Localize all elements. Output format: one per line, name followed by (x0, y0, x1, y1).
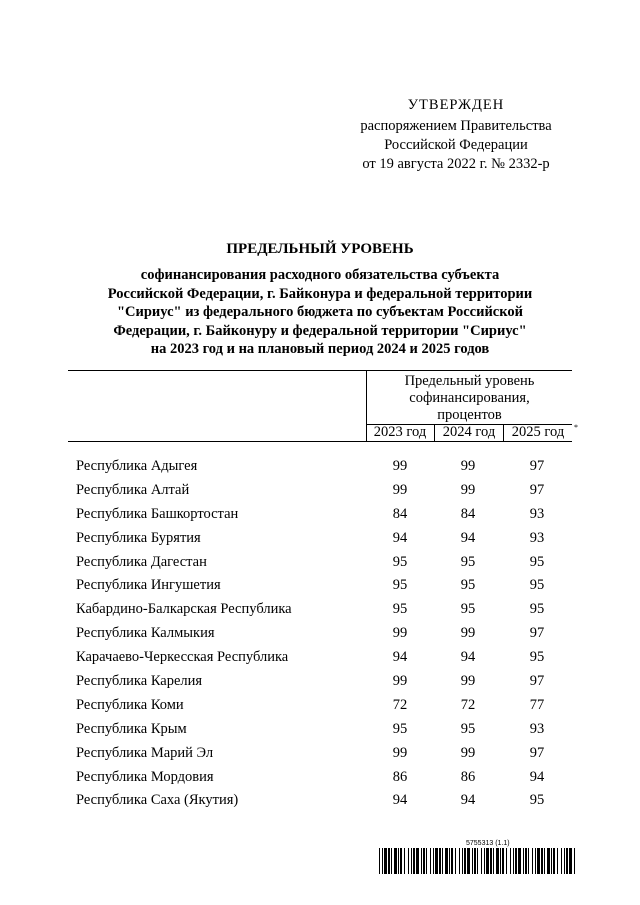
approval-line-3: от 19 августа 2022 г. № 2332-р (362, 156, 550, 172)
barcode-bar (564, 848, 565, 874)
region-name: Республика Калмыкия (76, 625, 215, 642)
barcode-bar (569, 848, 572, 874)
barcode-bar (416, 848, 419, 874)
barcode-bar (574, 848, 575, 874)
barcode-bar (502, 848, 504, 874)
value-2024: 99 (460, 625, 476, 642)
value-2023: 94 (392, 792, 408, 809)
value-2024: 99 (460, 481, 476, 498)
barcode-bar (464, 848, 466, 874)
value-2024: 95 (460, 720, 476, 737)
barcode-bar (413, 848, 415, 874)
region-name: Республика Дагестан (76, 553, 207, 570)
region-name: Республика Крым (76, 720, 187, 737)
value-2024: 95 (460, 553, 476, 570)
barcode-bar (433, 848, 434, 874)
subtitle-line: на 2023 год и на плановый период 2024 и 2025 годов (150, 341, 490, 357)
barcode-bar (400, 848, 402, 874)
barcode-bar (551, 848, 552, 874)
barcode-bar (515, 848, 517, 874)
value-2024: 72 (460, 696, 476, 713)
year-header-2023: 2023 год (373, 424, 427, 440)
barcode-bar (523, 848, 524, 874)
value-2024: 94 (460, 792, 476, 809)
value-2024: 94 (460, 529, 476, 546)
value-2023: 99 (392, 458, 408, 474)
region-name: Республика Коми (76, 696, 184, 713)
value-2024: 99 (460, 744, 476, 761)
barcode-bar (398, 848, 399, 874)
barcode-bar (408, 848, 409, 874)
value-2024: 95 (460, 577, 476, 594)
barcode-bar (421, 848, 422, 874)
barcode-bar (451, 848, 453, 874)
barcode-bar (477, 848, 478, 874)
barcode-number: 5755313 (1.1) (466, 840, 510, 847)
approval-line-2: Российской Федерации (384, 137, 528, 153)
barcode-bar (379, 848, 380, 874)
region-name: Кабардино-Балкарская Республика (76, 601, 292, 618)
table-row (0, 528, 640, 552)
approval-title: УТВЕРЖДЕН (407, 97, 505, 113)
value-2024: 86 (460, 768, 476, 785)
barcode-bar (449, 848, 450, 874)
value-2025: 77 (529, 696, 545, 713)
barcode-bar (455, 848, 456, 874)
barcode-bar (445, 848, 448, 874)
value-2023: 95 (392, 553, 408, 570)
value-2025: 93 (529, 505, 545, 522)
table-row (0, 647, 640, 671)
barcode-bar (467, 848, 470, 874)
group-header-line: софинансирования, (409, 390, 530, 406)
year-header-2025: 2025 год * (503, 424, 572, 441)
subtitle-line: "Сириус" из федерального бюджета по субъектам Российской (116, 304, 524, 320)
barcode-bar (525, 848, 527, 874)
barcode-bar (566, 848, 568, 874)
value-2023: 95 (392, 577, 408, 594)
approval-stamp (340, 96, 572, 174)
value-2025: 97 (529, 458, 545, 474)
region-name: Республика Мордовия (76, 768, 214, 785)
value-2024: 99 (460, 673, 476, 690)
value-2024: 99 (460, 458, 476, 474)
barcode-bar (394, 848, 397, 874)
value-2023: 94 (392, 529, 408, 546)
region-name: Республика Марий Эл (76, 744, 214, 761)
value-2023: 86 (392, 768, 408, 785)
region-name: Карачаево-Черкесская Республика (76, 649, 289, 666)
barcode-bar (404, 848, 405, 874)
barcode-bar (547, 848, 550, 874)
value-2023: 95 (392, 601, 408, 618)
table-row (0, 790, 640, 814)
barcode-bar (490, 848, 492, 874)
barcode-bar (486, 848, 489, 874)
barcode-bar (544, 848, 545, 874)
barcode-bar (435, 848, 438, 874)
table-row (0, 504, 640, 528)
value-2023: 99 (392, 673, 408, 690)
barcode-bar (459, 848, 460, 874)
value-2025: 93 (529, 720, 545, 737)
region-name: Республика Башкортостан (76, 505, 239, 522)
group-header-line: Предельный уровень (404, 373, 535, 389)
table-row (0, 695, 640, 719)
value-2025: 95 (529, 792, 545, 809)
table-row (0, 456, 640, 480)
table-header-bottom-border (68, 441, 572, 442)
barcode-bar (388, 848, 390, 874)
barcode-bar (537, 848, 540, 874)
year-header-2024: 2024 год (434, 424, 503, 441)
table-row (0, 719, 640, 743)
value-2025: 97 (529, 625, 545, 642)
value-2025: 95 (529, 601, 545, 618)
barcode-bar (430, 848, 431, 874)
table-group-header (367, 373, 572, 424)
barcode-bar (462, 848, 463, 874)
approval-line-1: распоряжением Правительства (360, 118, 552, 134)
table-row (0, 767, 640, 791)
barcode-bar (472, 848, 473, 874)
table-row (0, 743, 640, 767)
value-2023: 94 (392, 649, 408, 666)
barcode-bar (518, 848, 521, 874)
barcode-bar (541, 848, 543, 874)
barcode-bar (528, 848, 529, 874)
barcode-bar (500, 848, 501, 874)
barcode-bar (481, 848, 482, 874)
value-2025: 95 (529, 649, 545, 666)
table-row (0, 671, 640, 695)
table-row (0, 575, 640, 599)
value-2025: 95 (529, 577, 545, 594)
value-2023: 72 (392, 696, 408, 713)
region-name: Республика Саха (Якутия) (76, 792, 239, 809)
barcode-bar (506, 848, 507, 874)
barcode-bar (535, 848, 536, 874)
value-2025: 97 (529, 744, 545, 761)
value-2023: 84 (392, 505, 408, 522)
table-row (0, 552, 640, 576)
barcode-bar (411, 848, 412, 874)
value-2025: 95 (529, 553, 545, 570)
value-2025: 94 (529, 768, 545, 785)
table-top-border (68, 370, 572, 371)
region-name: Республика Адыгея (76, 458, 198, 474)
barcode-image (379, 848, 575, 874)
subtitle-line: Федерации, г. Байконуру и федеральной территории "Сириус" (113, 322, 527, 339)
subtitle-line: софинансирования расходного обязательства субъекта (140, 267, 500, 283)
document-subtitle (68, 266, 572, 359)
value-2023: 95 (392, 720, 408, 737)
value-2023: 99 (392, 744, 408, 761)
value-2024: 95 (460, 601, 476, 618)
value-2025: 97 (529, 481, 545, 498)
barcode-bar (474, 848, 476, 874)
barcode-bar (391, 848, 392, 874)
barcode-bar (426, 848, 427, 874)
barcode-bar (382, 848, 383, 874)
barcode-bar (510, 848, 511, 874)
barcode-bar (557, 848, 558, 874)
region-name: Республика Ингушетия (76, 577, 221, 594)
barcode-bar (532, 848, 533, 874)
table-row (0, 623, 640, 647)
value-2024: 84 (460, 505, 476, 522)
document-title: ПРЕДЕЛЬНЫЙ УРОВЕНЬ (226, 241, 414, 257)
barcode-bar (384, 848, 387, 874)
table-row (0, 599, 640, 623)
table-body (0, 456, 640, 814)
barcode-bar (439, 848, 441, 874)
value-2025: 93 (529, 529, 545, 546)
table-row (0, 480, 640, 504)
region-name: Республика Бурятия (76, 529, 201, 546)
barcode-bar (484, 848, 485, 874)
region-name: Республика Алтай (76, 481, 190, 498)
group-header-line: процентов (437, 407, 502, 423)
barcode-bar (553, 848, 555, 874)
region-name: Республика Карелия (76, 673, 203, 690)
value-2023: 99 (392, 481, 408, 498)
barcode-bar (442, 848, 443, 874)
barcode-bar (496, 848, 499, 874)
value-2025: 97 (529, 673, 545, 690)
barcode-bar (561, 848, 562, 874)
barcode-bar (493, 848, 494, 874)
barcode-bar (513, 848, 514, 874)
barcode-bar (423, 848, 425, 874)
subtitle-line: Российской Федерации, г. Байконура и федеральной территории (107, 285, 533, 302)
value-2023: 99 (392, 625, 408, 642)
value-2024: 94 (460, 649, 476, 666)
